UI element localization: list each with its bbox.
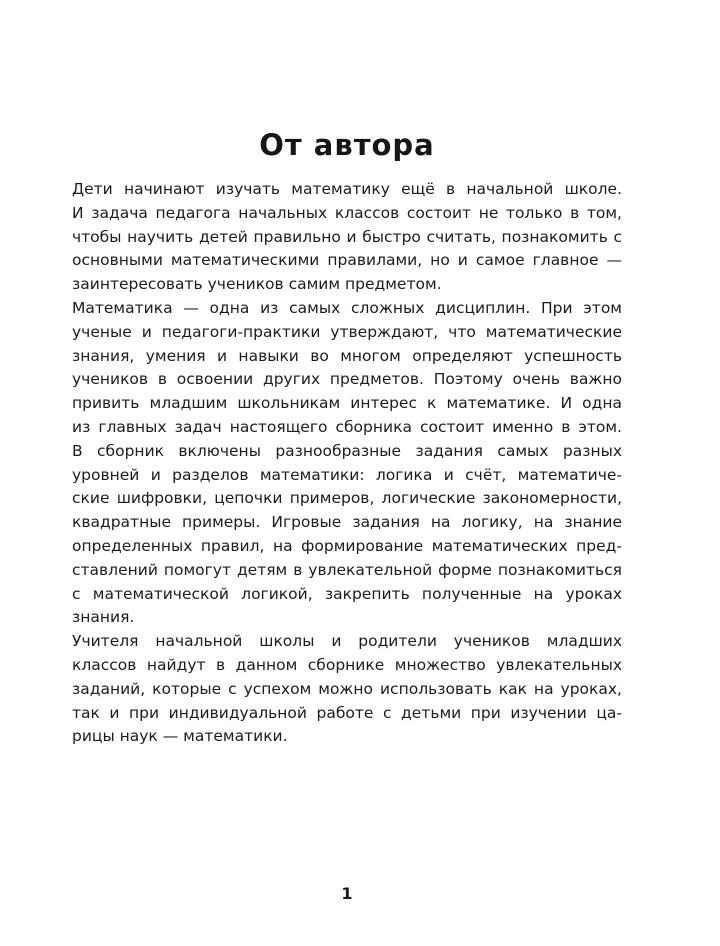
- text-line: привить младшим школьникам интерес к математике. И одна: [72, 394, 622, 413]
- text-line: чтобы научить детей правильно и быстро считать, познакомить с: [72, 227, 622, 246]
- text-line: ские шифровки, цепочки примеров, логические закономерности,: [72, 489, 622, 508]
- text-line: квадратные примеры. Игровые задания на логику, на знание: [72, 513, 622, 532]
- text-line: знания.: [72, 608, 135, 627]
- text-line: ставлений помогут детям в увлекательной форме познакомиться: [72, 560, 622, 579]
- text-line: основными математическими правилами, но и самое главное —: [72, 251, 622, 270]
- text-line: И задача педагога начальных классов состоит не только в том,: [72, 203, 622, 222]
- text-line: Математика — одна из самых сложных дисциплин. При этом: [72, 298, 622, 317]
- text-line: рицы наук — математики.: [72, 727, 288, 746]
- page-title: От автора: [259, 128, 435, 162]
- text-line: уровней и разделов математики: логика и счёт, математиче-: [72, 465, 622, 484]
- text-line: ученые и педагоги-практики утверждают, что математические: [72, 322, 622, 341]
- text-line: классов найдут в данном сборнике множество увлекательных: [72, 655, 622, 674]
- page-number: 1: [341, 884, 353, 903]
- text-line: из главных задач настоящего сборника состоит именно в этом.: [72, 417, 622, 436]
- text-line: знания, умения и навыки во многом определяют успешность: [72, 346, 622, 365]
- body-text: [72, 178, 622, 749]
- text-line: заинтересовать учеников самим предметом.: [72, 275, 442, 294]
- text-line: В сборник включены разнообразные задания самых разных: [72, 441, 622, 460]
- text-line: Учителя начальной школы и родители учеников младших: [72, 632, 622, 651]
- text-line: учеников в освоении других предметов. Поэтому очень важно: [72, 370, 622, 389]
- text-line: Дети начинают изучать математику ещё в начальной школе.: [72, 180, 622, 198]
- book-page: [72, 0, 622, 946]
- text-line: определенных правил, на формирование математических пред-: [72, 536, 622, 555]
- text-line: заданий, которые с успехом можно использовать как на уроках,: [72, 679, 622, 698]
- text-line: с математической логикой, закрепить полученные на уроках: [72, 584, 622, 603]
- text-line: так и при индивидуальной работе с детьми при изучении ца-: [72, 703, 622, 722]
